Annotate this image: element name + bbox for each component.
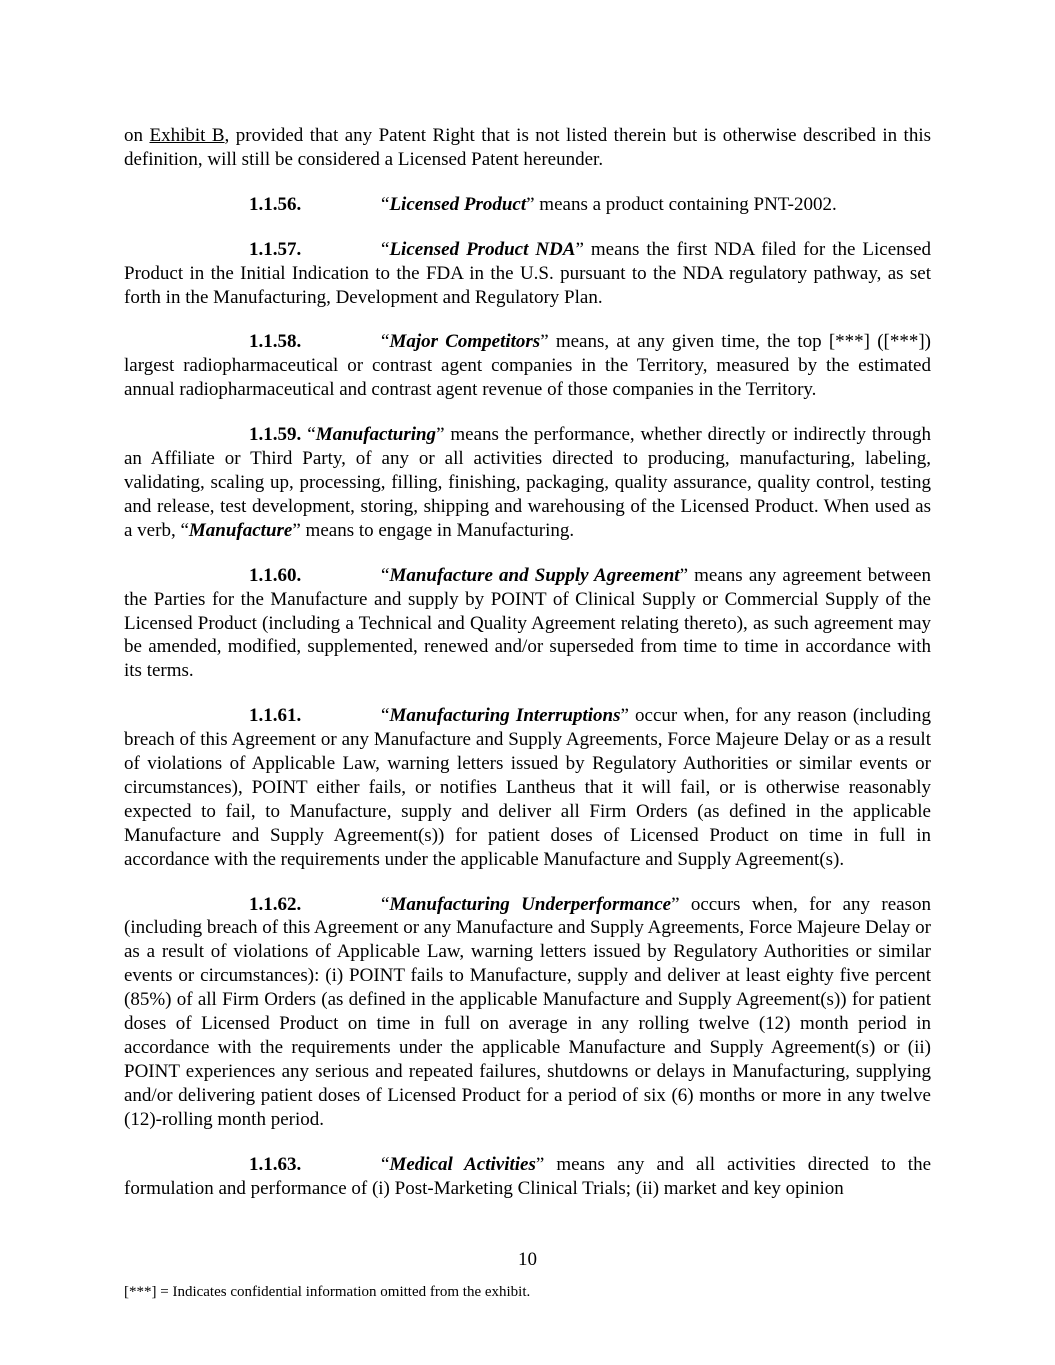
section-number: 1.1.63. [249,1153,302,1175]
definition-text: ” occurs when, for any reason (including breach of this Agreement or any Manufacture and Supply Agreements, Force Majeure Delay or as a result of violations of Applicable Law, warning letters issued by Regulatory Authorities or similar events or circumstances): (i) POINT fails to Manufacture, supply and deliver at least eighty five percent (85%) of all Firm Orders (as defined in the applicable Manufacture and Supply Agreement(s)) for patient doses of Licensed Product on time in full on average in any rolling twelve (12) month period in accordance with the requirements under the applicable Manufacture and Supply Agreement(s) or (ii) POINT experiences any serious and repeated failures, shutdowns or delays in Manufacturing, supplying and/or delivering patient doses of Licensed Product for a period of six (6) months or more in any twelve (12)-rolling month period. [124,893,931,1130]
section-1-1-61 [124,704,931,871]
definition-text: ” means the performance, whether directly or indirectly through an Affiliate or Third Party, of any or all activities directed to producing, manufacturing, labeling, validating, scaling up, processing, filling, finishing, packaging, quality assurance, quality control, testing and release, test development, storing, shipping and warehousing of the Licensed Product. When used as a verb, “ [124,424,931,541]
defined-term: Manufacturing Interruptions [389,705,621,727]
section-number: 1.1.59. [249,424,302,446]
confidentiality-footnote: [***] = Indicates confidential information omitted from the exhibit. [124,1284,531,1300]
defined-term: Manufacturing Underperformance [389,893,672,915]
open-quote: “ [381,893,390,915]
document-body [124,124,931,1221]
open-quote: “ [381,193,390,215]
defined-term: Manufacture and Supply Agreement [389,564,680,586]
open-quote: “ [307,424,316,446]
section-number: 1.1.58. [249,331,302,353]
open-quote: “ [381,331,390,353]
intro-prefix: on [124,125,150,146]
section-number: 1.1.57. [249,238,302,260]
section-1-1-59 [124,423,931,543]
section-1-1-60 [124,564,931,684]
definition-text: ” means any and all activities directed to the formulation and performance of (i) Post-Marketing Clinical Trials; (ii) market and key opinion [124,1153,932,1199]
section-1-1-56 [124,193,931,217]
intro-text: , provided that any Patent Right that is not listed therein but is otherwise described in this definition, will still be considered a Licensed Patent hereunder. [124,125,932,170]
open-quote: “ [381,705,390,727]
exhibit-b-reference: Exhibit B [149,125,225,146]
definition-text: ” occur when, for any reason (including breach of this Agreement or any Manufacture and Supply Agreements, Force Majeure Delay or as a result of violations of Applicable Law, warning letters issued by Regulatory Authorities or similar events or circumstances), POINT either fails, or notifies Lantheus that it will fail, or is otherwise reasonably expected to fail, to Manufacture, supply and deliver all Firm Orders (as defined in the applicable Manufacture and Supply Agreement(s)) for patient doses of Licensed Product on time in full in accordance with the requirements under the applicable Manufacture and Supply Agreement(s). [124,705,931,870]
section-1-1-57 [124,238,931,310]
intro-paragraph [124,124,931,172]
section-number: 1.1.62. [249,893,302,915]
section-number: 1.1.60. [249,564,302,586]
section-number: 1.1.56. [249,193,302,215]
open-quote: “ [381,1153,390,1175]
section-1-1-58 [124,330,931,402]
definition-text: ” means a product containing PNT-2002. [526,193,837,215]
defined-term: Major Competitors [389,331,541,353]
open-quote: “ [381,238,390,260]
defined-term-secondary: Manufacture [188,519,293,541]
page-number: 10 [518,1249,537,1270]
defined-term: Licensed Product NDA [389,238,576,260]
defined-term: Medical Activities [389,1153,536,1175]
defined-term: Manufacturing [315,424,437,446]
definition-text: ” means the first NDA filed for the Licensed Product in the Initial Indication to the FDA in the U.S. pursuant to the NDA regulatory pathway, as set forth in the Manufacturing, Development and Regulatory Plan. [124,238,931,308]
definition-text-secondary: ” means to engage in Manufacturing. [292,519,575,541]
section-1-1-63 [124,1153,931,1201]
defined-term: Licensed Product [389,193,527,215]
section-number: 1.1.61. [249,705,302,727]
definition-text: ” means, at any given time, the top [***] ([***]) largest radiopharmaceutical or contrast agent companies in the Territory, measured by the estimated annual radiopharmaceutical and contrast agent revenue of those companies in the Territory. [124,331,932,401]
section-1-1-62 [124,893,931,1132]
definition-text: ” means any agreement between the Parties for the Manufacture and supply by POINT of Clinical Supply or Commercial Supply of the Licensed Product (including a Technical and Quality Agreement relating thereto), as such agreement may be amended, modified, supplemented, renewed and/or superseded from time to time in accordance with its terms. [124,564,931,682]
open-quote: “ [381,564,390,586]
